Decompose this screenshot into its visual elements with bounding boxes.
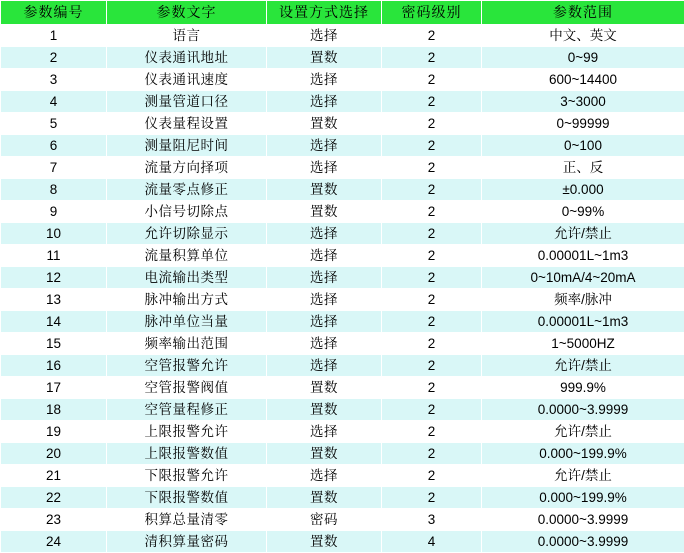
cell-parameter-number: 3 <box>1 69 107 91</box>
cell-parameter-text: 流量积算单位 <box>107 245 267 267</box>
table-row <box>1 421 684 443</box>
cell-parameter-text: 流量零点修正 <box>107 179 267 201</box>
cell-password-level: 2 <box>382 267 482 289</box>
cell-parameter-text: 空管报警阀值 <box>107 377 267 399</box>
cell-password-level: 3 <box>382 509 482 531</box>
cell-parameter-number: 20 <box>1 443 107 465</box>
table-row <box>1 157 684 179</box>
cell-parameter-range: 允许/禁止 <box>482 223 684 245</box>
cell-setting-mode: 选择 <box>267 69 382 91</box>
cell-parameter-text: 语言 <box>107 25 267 47</box>
cell-password-level: 2 <box>382 179 482 201</box>
table-body <box>1 25 684 553</box>
cell-parameter-number: 24 <box>1 531 107 553</box>
cell-setting-mode: 密码 <box>267 509 382 531</box>
table-row <box>1 377 684 399</box>
cell-password-level: 2 <box>382 69 482 91</box>
cell-parameter-text: 空管报警允许 <box>107 355 267 377</box>
cell-parameter-text: 下限报警数值 <box>107 487 267 509</box>
cell-password-level: 2 <box>382 201 482 223</box>
table-header <box>1 1 684 25</box>
table-header-row <box>1 1 684 25</box>
cell-parameter-range: 0~99999 <box>482 113 684 135</box>
cell-parameter-text: 仪表通讯地址 <box>107 47 267 69</box>
table-row <box>1 399 684 421</box>
cell-parameter-text: 仪表量程设置 <box>107 113 267 135</box>
cell-parameter-range: 0.0000~3.9999 <box>482 509 684 531</box>
cell-parameter-range: 允许/禁止 <box>482 355 684 377</box>
cell-parameter-text: 测量阻尼时间 <box>107 135 267 157</box>
cell-parameter-number: 17 <box>1 377 107 399</box>
cell-parameter-range: 0~99% <box>482 201 684 223</box>
table-row <box>1 47 684 69</box>
cell-parameter-number: 5 <box>1 113 107 135</box>
cell-setting-mode: 选择 <box>267 135 382 157</box>
cell-parameter-number: 2 <box>1 47 107 69</box>
cell-setting-mode: 置数 <box>267 201 382 223</box>
cell-parameter-range: 3~3000 <box>482 91 684 113</box>
cell-parameter-number: 11 <box>1 245 107 267</box>
cell-parameter-range: 1~5000HZ <box>482 333 684 355</box>
cell-parameter-text: 仪表通讯速度 <box>107 69 267 91</box>
cell-password-level: 2 <box>382 25 482 47</box>
cell-parameter-text: 测量管道口径 <box>107 91 267 113</box>
cell-password-level: 2 <box>382 223 482 245</box>
cell-parameter-number: 4 <box>1 91 107 113</box>
cell-parameter-number: 9 <box>1 201 107 223</box>
cell-setting-mode: 选择 <box>267 311 382 333</box>
cell-setting-mode: 选择 <box>267 421 382 443</box>
column-header-password-level: 密码级别 <box>382 1 482 25</box>
cell-parameter-range: 0.00001L~1m3 <box>482 311 684 333</box>
table-row <box>1 465 684 487</box>
cell-setting-mode: 置数 <box>267 443 382 465</box>
table-row <box>1 487 684 509</box>
cell-setting-mode: 选择 <box>267 91 382 113</box>
cell-parameter-text: 清积算量密码 <box>107 531 267 553</box>
table-row <box>1 531 684 553</box>
cell-setting-mode: 选择 <box>267 289 382 311</box>
cell-parameter-number: 18 <box>1 399 107 421</box>
cell-setting-mode: 置数 <box>267 179 382 201</box>
cell-password-level: 2 <box>382 465 482 487</box>
table-row <box>1 179 684 201</box>
cell-parameter-number: 23 <box>1 509 107 531</box>
cell-parameter-text: 脉冲单位当量 <box>107 311 267 333</box>
cell-setting-mode: 选择 <box>267 25 382 47</box>
cell-parameter-range: 0.00001L~1m3 <box>482 245 684 267</box>
cell-setting-mode: 置数 <box>267 487 382 509</box>
cell-parameter-text: 频率输出范围 <box>107 333 267 355</box>
cell-password-level: 2 <box>382 135 482 157</box>
cell-parameter-range: 0~100 <box>482 135 684 157</box>
cell-password-level: 2 <box>382 311 482 333</box>
cell-password-level: 2 <box>382 355 482 377</box>
column-header-number: 参数编号 <box>1 1 107 25</box>
cell-setting-mode: 选择 <box>267 245 382 267</box>
cell-parameter-text: 流量方向择项 <box>107 157 267 179</box>
cell-parameter-range: 999.9% <box>482 377 684 399</box>
cell-password-level: 2 <box>382 91 482 113</box>
table-row <box>1 245 684 267</box>
cell-password-level: 2 <box>382 443 482 465</box>
table-row <box>1 223 684 245</box>
cell-password-level: 2 <box>382 245 482 267</box>
cell-parameter-range: 允许/禁止 <box>482 465 684 487</box>
cell-parameter-number: 21 <box>1 465 107 487</box>
cell-setting-mode: 置数 <box>267 47 382 69</box>
cell-setting-mode: 选择 <box>267 465 382 487</box>
cell-setting-mode: 置数 <box>267 531 382 553</box>
cell-parameter-range: 0.000~199.9% <box>482 443 684 465</box>
table-row <box>1 91 684 113</box>
cell-parameter-number: 8 <box>1 179 107 201</box>
cell-parameter-number: 19 <box>1 421 107 443</box>
cell-setting-mode: 选择 <box>267 355 382 377</box>
cell-password-level: 4 <box>382 531 482 553</box>
cell-password-level: 2 <box>382 487 482 509</box>
cell-password-level: 2 <box>382 421 482 443</box>
column-header-parameter-text: 参数文字 <box>107 1 267 25</box>
cell-parameter-range: 600~14400 <box>482 69 684 91</box>
cell-parameter-range: 0.0000~3.9999 <box>482 531 684 553</box>
table-row <box>1 509 684 531</box>
cell-parameter-range: 0~99 <box>482 47 684 69</box>
cell-setting-mode: 置数 <box>267 399 382 421</box>
cell-parameter-range: 允许/禁止 <box>482 421 684 443</box>
cell-parameter-text: 上限报警允许 <box>107 421 267 443</box>
cell-parameter-text: 空管量程修正 <box>107 399 267 421</box>
cell-parameter-range: 0.000~199.9% <box>482 487 684 509</box>
cell-parameter-range: 正、反 <box>482 157 684 179</box>
cell-parameter-text: 积算总量清零 <box>107 509 267 531</box>
cell-setting-mode: 选择 <box>267 267 382 289</box>
cell-password-level: 2 <box>382 399 482 421</box>
cell-setting-mode: 选择 <box>267 157 382 179</box>
cell-parameter-range: 0.0000~3.9999 <box>482 399 684 421</box>
cell-parameter-text: 下限报警允许 <box>107 465 267 487</box>
cell-setting-mode: 置数 <box>267 113 382 135</box>
cell-parameter-range: 中文、英文 <box>482 25 684 47</box>
cell-parameter-number: 10 <box>1 223 107 245</box>
table-row <box>1 25 684 47</box>
cell-parameter-text: 电流输出类型 <box>107 267 267 289</box>
cell-parameter-text: 允许切除显示 <box>107 223 267 245</box>
cell-parameter-number: 22 <box>1 487 107 509</box>
cell-password-level: 2 <box>382 289 482 311</box>
cell-parameter-text: 上限报警数值 <box>107 443 267 465</box>
cell-password-level: 2 <box>382 377 482 399</box>
cell-password-level: 2 <box>382 157 482 179</box>
table-row <box>1 311 684 333</box>
table-row <box>1 113 684 135</box>
cell-parameter-number: 12 <box>1 267 107 289</box>
table-row <box>1 201 684 223</box>
cell-parameter-text: 脉冲输出方式 <box>107 289 267 311</box>
cell-parameter-number: 16 <box>1 355 107 377</box>
cell-parameter-range: 频率/脉冲 <box>482 289 684 311</box>
cell-parameter-number: 14 <box>1 311 107 333</box>
table-row <box>1 289 684 311</box>
table-row <box>1 355 684 377</box>
column-header-parameter-range: 参数范围 <box>482 1 684 25</box>
table-row <box>1 267 684 289</box>
cell-password-level: 2 <box>382 113 482 135</box>
cell-parameter-text: 小信号切除点 <box>107 201 267 223</box>
table-row <box>1 69 684 91</box>
cell-parameter-range: 0~10mA/4~20mA <box>482 267 684 289</box>
cell-password-level: 2 <box>382 333 482 355</box>
cell-setting-mode: 置数 <box>267 377 382 399</box>
cell-parameter-number: 7 <box>1 157 107 179</box>
cell-parameter-number: 15 <box>1 333 107 355</box>
table-row <box>1 333 684 355</box>
cell-setting-mode: 选择 <box>267 333 382 355</box>
cell-parameter-number: 13 <box>1 289 107 311</box>
cell-parameter-range: ±0.000 <box>482 179 684 201</box>
cell-parameter-number: 1 <box>1 25 107 47</box>
table-row <box>1 443 684 465</box>
cell-setting-mode: 选择 <box>267 223 382 245</box>
cell-parameter-number: 6 <box>1 135 107 157</box>
cell-password-level: 2 <box>382 47 482 69</box>
column-header-setting-mode: 设置方式选择 <box>267 1 382 25</box>
table-row <box>1 135 684 157</box>
